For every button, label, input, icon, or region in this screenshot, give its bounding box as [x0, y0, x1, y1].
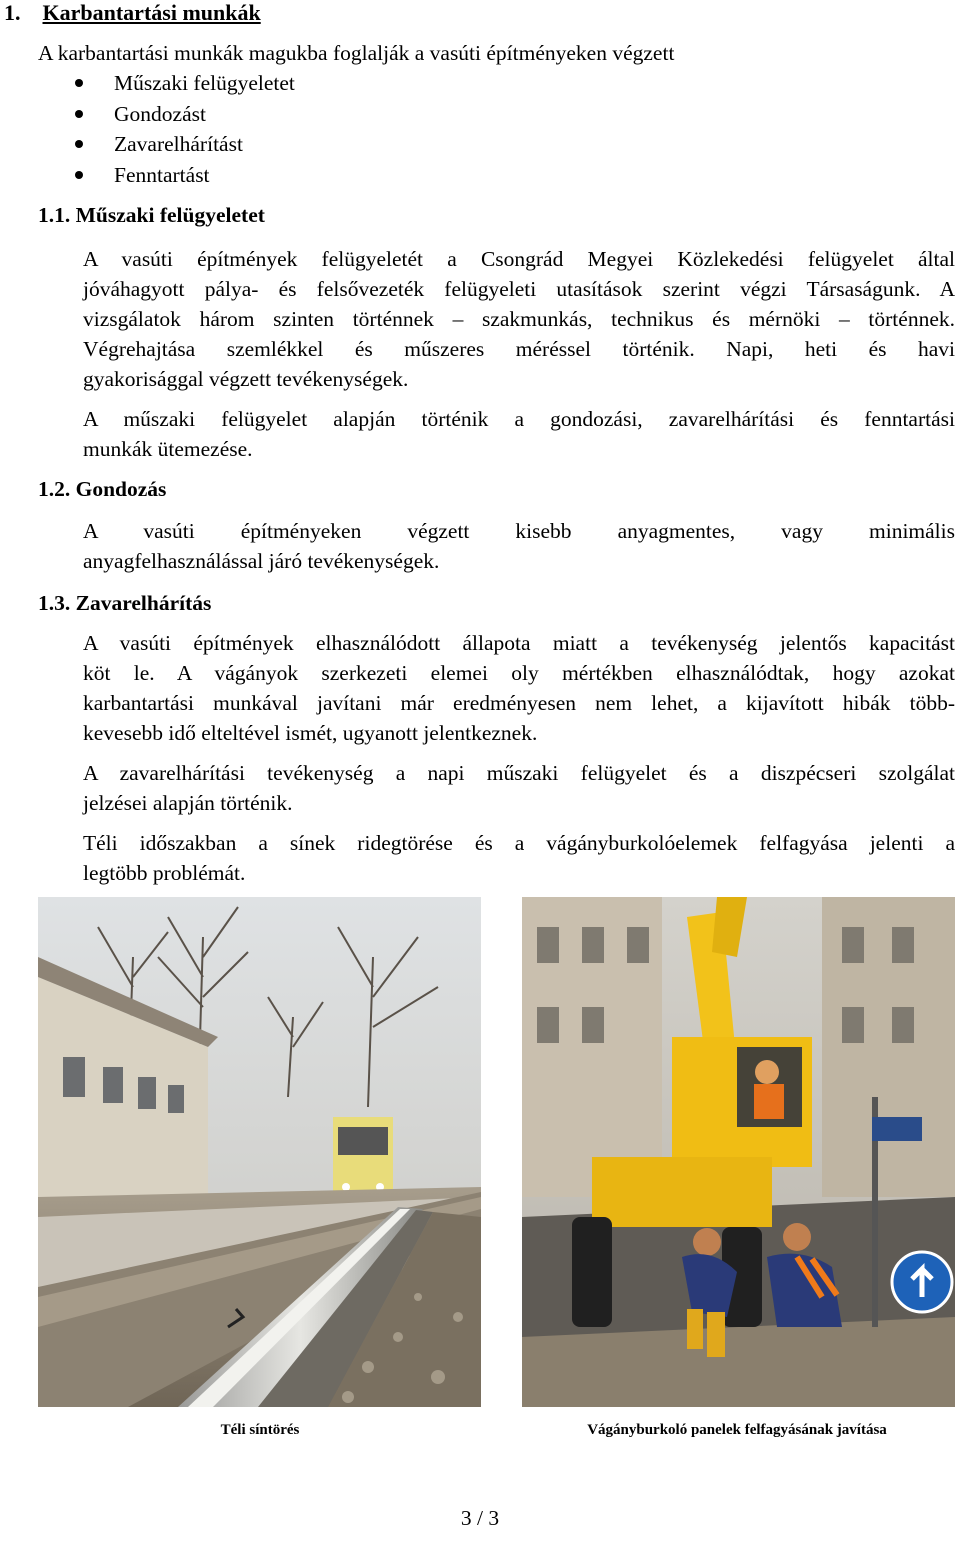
section-1-intro: A karbantartási munkák magukba foglalják a vasúti építményeken végzett: [38, 41, 675, 65]
list-item: Zavarelhárítást: [114, 129, 714, 160]
section-1-3-paragraph-1: A vasúti építmények elhasználódott állapota miatt a tevékenység jelentős kapacitást köt le. A vágányok szerkezeti elemei oly mértékben elhasználódtak, hogy azokat karbantartási munkával javítani már eredményesen nem lehet, a kijavított hibák több- kevesebb idő elteltével ismét, ugyanott jelentkeznek.: [83, 631, 955, 745]
section-1-3-number: 1.3.: [38, 591, 71, 615]
right-figure-caption: Vágányburkoló panelek felfagyásának javítása: [587, 1422, 887, 1438]
section-1-3-paragraph-3: Téli időszakban a sínek ridegtörése és a vágányburkolóelemek felfagyása jelenti a legtöbb problémát.: [83, 831, 955, 885]
track-panel-repair-photo: [522, 897, 955, 1407]
section-1-3-paragraph-2: A zavarelhárítási tevékenység a napi műszaki felügyelet és a diszpécseri szolgálat jelzései alapján történik.: [83, 761, 955, 815]
section-1-title: Karbantartási munkák: [42, 0, 261, 25]
section-1-3-title: Zavarelhárítás: [75, 591, 212, 615]
section-1-1-paragraph-2: A műszaki felügyelet alapján történik a gondozási, zavarelhárítási és fenntartási munkák ütemezése.: [83, 407, 955, 461]
bullet-icon: [75, 110, 83, 118]
section-1-1-title: Műszaki felügyeletet: [75, 203, 265, 227]
left-figure-caption: Téli síntörés: [220, 1422, 300, 1438]
section-1-1-paragraph-1: A vasúti építmények felügyeletét a Csongrád Megyei Közlekedési felügyelet által jóváhagyott pálya- és felsővezeték felügyeleti utasítások szerint végzi Társaságunk. A vizsgálatok három szinten történnek – szakmunkás, technikus és mérnöki – történnek. Végrehajtása szemlékkel és műszeres méréssel történik. Napi, heti és havi gyakorisággal végzett tevékenységek.: [83, 247, 955, 391]
section-1-1-heading: [38, 200, 265, 230]
section-1-2-title: Gondozás: [75, 477, 167, 501]
broken-rail-photo: [38, 897, 481, 1407]
bullet-icon: [75, 171, 83, 179]
maintenance-types-list: [114, 68, 714, 190]
section-1-3-heading: [38, 588, 211, 618]
list-item: Fenntartást: [114, 160, 714, 191]
list-item: Műszaki felügyeletet: [114, 68, 714, 99]
section-1-2-paragraph: A vasúti építményeken végzett kisebb anyagmentes, vagy minimális anyagfelhasználással járó tevékenységek.: [83, 519, 955, 573]
bullet-icon: [75, 140, 83, 148]
page-number: 3 / 3: [460, 1506, 500, 1530]
list-item: Gondozást: [114, 99, 714, 130]
section-1-number: 1.: [4, 0, 21, 25]
section-1-2-heading: [38, 474, 166, 504]
bullet-icon: [75, 79, 83, 87]
section-1-heading: [4, 0, 261, 28]
section-1-2-number: 1.2.: [38, 477, 71, 501]
section-1-1-number: 1.1.: [38, 203, 71, 227]
